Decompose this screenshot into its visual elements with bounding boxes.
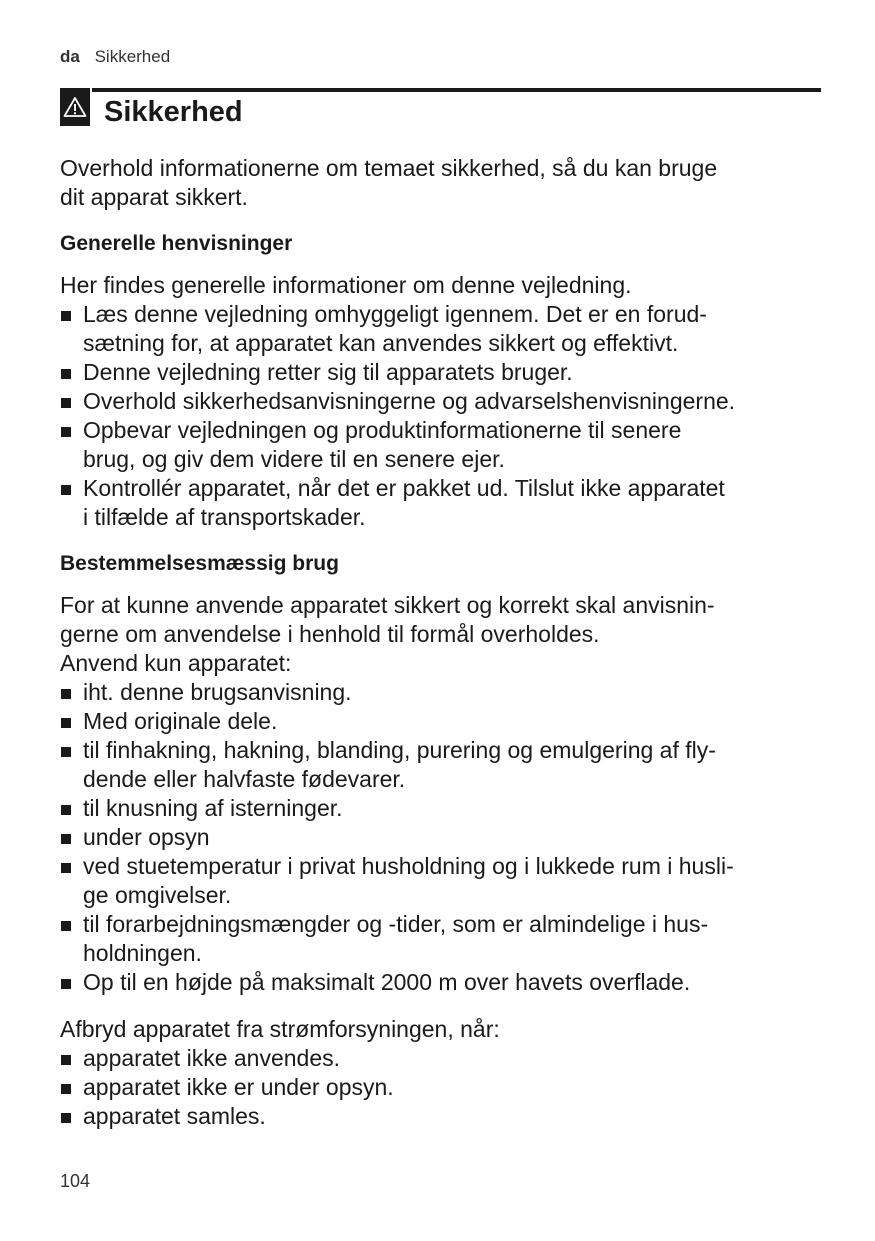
section-lead: Her findes generelle informationer om denne vejledning. [60, 272, 632, 298]
list-item: Med originale dele. [60, 707, 825, 736]
page-content [60, 154, 825, 1131]
list-item: Overhold sikkerhedsanvisningerne og advarselshenvisningerne. [60, 387, 825, 416]
list-item: Denne vejledning retter sig til apparatets bruger. [60, 358, 825, 387]
section-lead: For at kunne anvende apparatet sikkert og korrekt skal anvisnin- gerne om anvendelse i henhold til formål overholdes. Anvend kun apparatet: [60, 592, 715, 676]
title-rule [92, 88, 821, 92]
list-item: apparatet ikke anvendes. [60, 1044, 825, 1073]
list-item: iht. denne brugsanvisning. [60, 678, 825, 707]
section-heading-intended-use: Bestemmelsesmæssig brug [60, 552, 339, 575]
list-item: Op til en højde på maksimalt 2000 m over havets overflade. [60, 968, 825, 997]
list-item: Læs denne vejledning omhyggeligt igennem. Det er en forud- sætning for, at apparatet kan anvendes sikkert og effektivt. [60, 300, 825, 358]
list-item: Opbevar vejledningen og produktinformationerne til senere brug, og giv dem videre til en senere ejer. [60, 416, 825, 474]
running-header [60, 47, 170, 67]
page-title: Sikkerhed [104, 96, 243, 128]
disconnect-list [60, 1044, 825, 1131]
language-code: da [60, 47, 80, 66]
general-list [60, 300, 825, 532]
list-item: apparatet samles. [60, 1102, 825, 1131]
list-item: apparatet ikke er under opsyn. [60, 1073, 825, 1102]
list-item: Kontrollér apparatet, når det er pakket ud. Tilslut ikke apparatet i tilfælde af transportskader. [60, 474, 825, 532]
running-header-section: Sikkerhed [94, 47, 171, 66]
list-item: ved stuetemperatur i privat husholdning og i lukkede rum i husli- ge omgivelser. [60, 852, 825, 910]
section-heading-general: Generelle henvisninger [60, 232, 293, 255]
list-item: under opsyn [60, 823, 825, 852]
warning-icon [60, 88, 90, 126]
list-item: til forarbejdningsmængder og -tider, som er almindelige i hus- holdningen. [60, 910, 825, 968]
intro-paragraph: Overhold informationerne om temaet sikkerhed, så du kan bruge dit apparat sikkert. [60, 155, 718, 210]
list-item: til finhakning, hakning, blanding, purering og emulgering af fly- dende eller halvfaste fødevarer. [60, 736, 825, 794]
page-number: 104 [60, 1171, 91, 1191]
list-item: til knusning af isterninger. [60, 794, 825, 823]
intended-use-list [60, 678, 825, 997]
disconnect-lead: Afbryd apparatet fra strømforsyningen, når: [60, 1016, 500, 1042]
